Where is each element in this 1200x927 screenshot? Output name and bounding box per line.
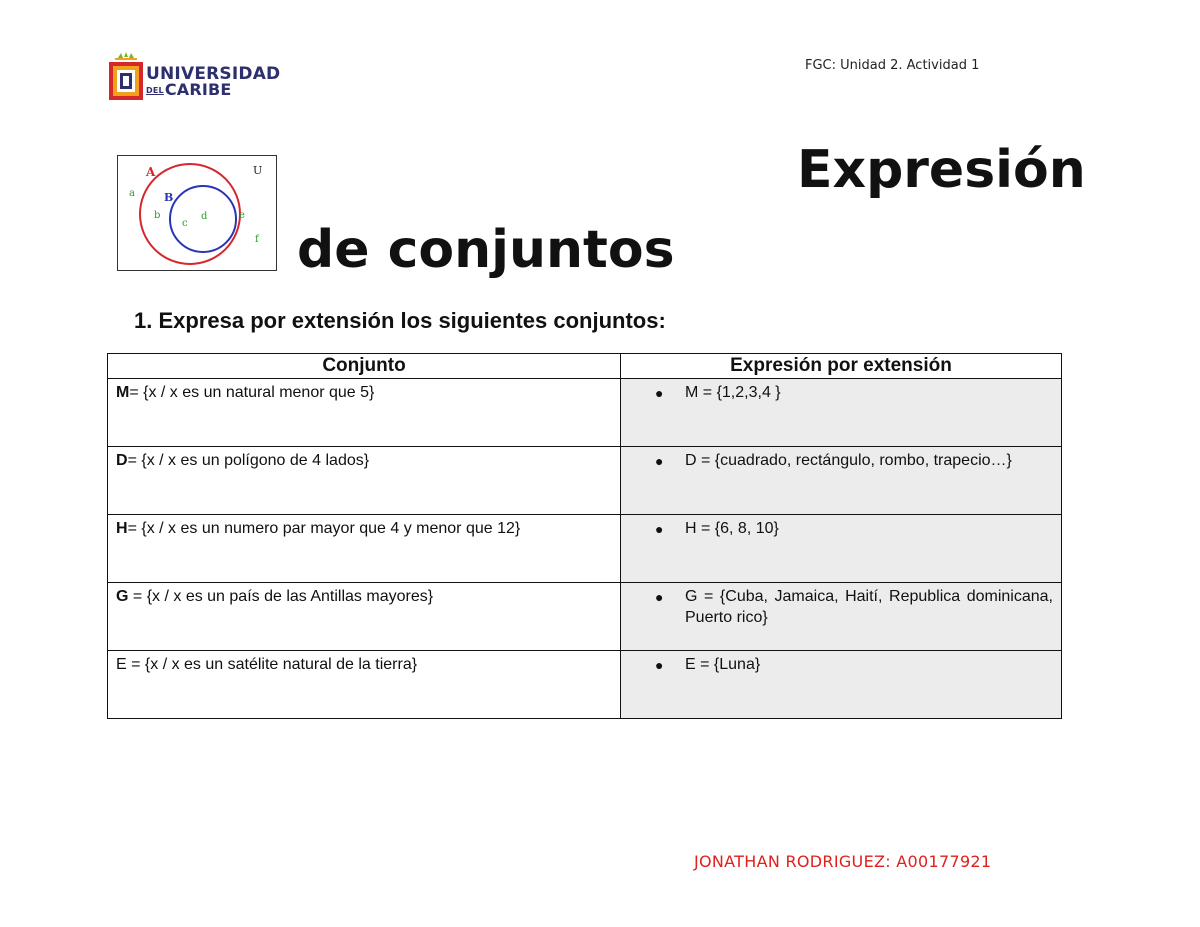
- bullet-icon: ●: [655, 657, 664, 673]
- set-definition: [108, 583, 621, 651]
- venn-element: f: [255, 234, 259, 245]
- question-heading: 1. Expresa por extensión los siguientes conjuntos:: [134, 308, 666, 333]
- set-extension: [621, 515, 1062, 583]
- set-definition-text: = {x / x es un natural menor que 5}: [129, 384, 375, 401]
- table-header-row: [108, 354, 1062, 379]
- venn-element: e: [239, 210, 245, 221]
- venn-svg: [118, 156, 276, 270]
- set-symbol: D: [116, 452, 128, 469]
- set-definition: [108, 447, 621, 515]
- venn-element: c: [182, 218, 188, 229]
- set-definition-text: = {x / x es un país de las Antillas mayores}: [128, 588, 434, 605]
- page-title-line1: Expresión: [797, 140, 1086, 200]
- table-row: [108, 583, 1062, 651]
- table-row: [108, 515, 1062, 583]
- page-title-line2: de conjuntos: [297, 220, 675, 280]
- bullet-icon: ●: [655, 453, 664, 469]
- bullet-icon: ●: [655, 589, 664, 605]
- set-definition-text: = {x / x es un polígono de 4 lados}: [127, 452, 370, 469]
- set-extension: [621, 447, 1062, 515]
- logo-line2: [146, 82, 280, 99]
- table-row: [108, 447, 1062, 515]
- venn-element: d: [201, 211, 208, 222]
- logo-line1: UNIVERSIDAD: [146, 64, 281, 84]
- set-extension-text: H = {6, 8, 10}: [685, 520, 779, 537]
- set-definition-text: E = {x / x es un satélite natural de la tierra}: [116, 656, 418, 673]
- set-extension-text: D = {cuadrado, rectángulo, rombo, trapecio…}: [685, 452, 1012, 469]
- set-extension-text: G = {Cuba, Jamaica, Haití, Republica dominicana, Puerto rico}: [685, 588, 1053, 626]
- set-definition: [108, 379, 621, 447]
- set-b-label: B: [164, 191, 174, 204]
- venn-element: a: [129, 188, 135, 199]
- set-extension: [621, 583, 1062, 651]
- set-extension-text: E = {Luna}: [685, 656, 761, 673]
- set-symbol: H: [116, 520, 128, 537]
- bullet-icon: ●: [655, 521, 664, 537]
- set-definition: [108, 651, 621, 719]
- column-header-extension: Expresión por extensión: [621, 354, 1062, 379]
- table-row: [108, 379, 1062, 447]
- universe-label: U: [253, 164, 263, 177]
- set-extension-text: M = {1,2,3,4 }: [685, 384, 781, 401]
- sets-table: [107, 353, 1062, 719]
- set-definition-text: = {x / x es un numero par mayor que 4 y menor que 12}: [127, 520, 521, 537]
- set-a-label: A: [146, 165, 156, 179]
- venn-element: b: [154, 210, 161, 221]
- student-signature: JONATHAN RODRIGUEZ: A00177921: [694, 852, 992, 871]
- set-definition: [108, 515, 621, 583]
- logo-caribe: CARIBE: [164, 80, 232, 99]
- set-extension: [621, 651, 1062, 719]
- column-header-conjunto: Conjunto: [108, 354, 621, 379]
- bullet-icon: ●: [655, 385, 664, 401]
- table-row: [108, 651, 1062, 719]
- set-symbol: G: [116, 588, 129, 605]
- venn-diagram: [117, 155, 277, 271]
- logo-del: DEL: [146, 86, 164, 95]
- logo-wordmark: [146, 66, 280, 99]
- activity-label: FGC: Unidad 2. Actividad 1: [805, 58, 980, 73]
- set-extension: [621, 379, 1062, 447]
- set-symbol: M: [116, 384, 130, 401]
